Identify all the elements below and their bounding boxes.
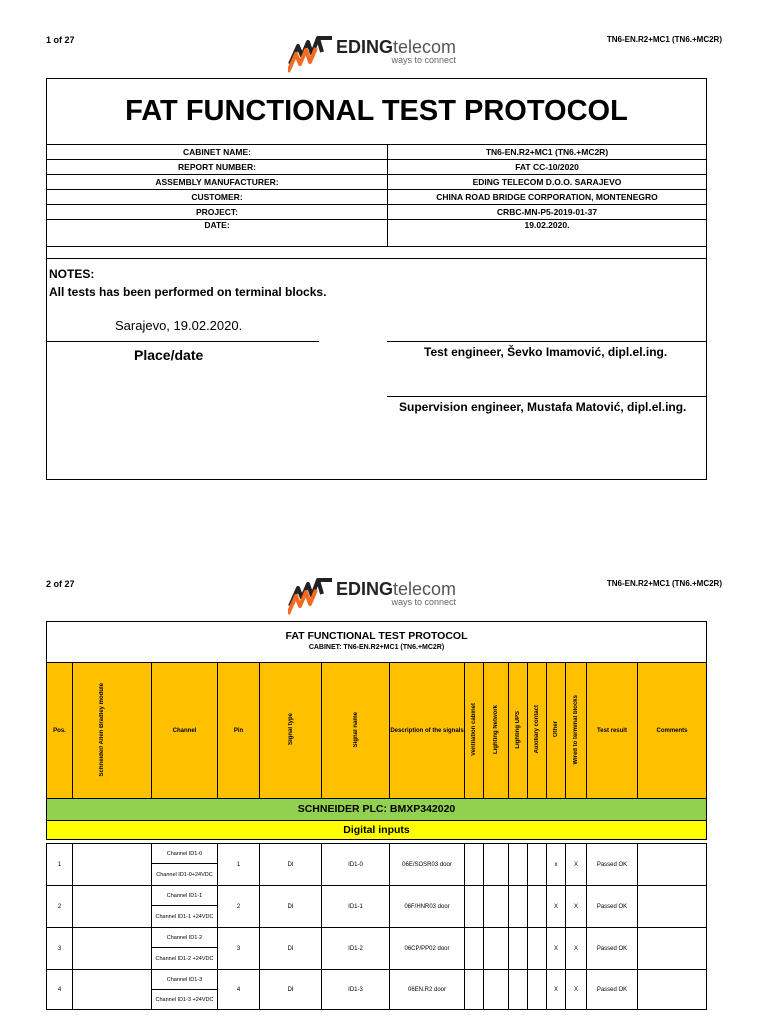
col-lighting-network: [484, 663, 509, 799]
cell-wired: X: [566, 844, 587, 886]
cell-auxiliary: [528, 886, 547, 928]
col-signal-type-label: Signal type: [287, 713, 294, 746]
table-row: [47, 886, 707, 906]
info-label: PROJECT:: [47, 205, 388, 220]
page1-title: FAT FUNCTIONAL TEST PROTOCOL: [125, 95, 628, 127]
col-module-label: Schneider/ Allen Bradley module: [99, 682, 105, 777]
cell-lighting-network: [484, 844, 509, 886]
col-channel: Channel: [152, 663, 218, 799]
page-number: 2 of 27: [46, 579, 75, 589]
column-header: [46, 662, 707, 799]
page2-table-wrap: [46, 621, 707, 1010]
col-description: Description of the signals: [390, 663, 465, 799]
info-row: [47, 175, 707, 190]
info-value: TN6-EN.R2+MC1 (TN6.+MC2R): [388, 145, 707, 160]
col-signal-name-label: Signal name: [352, 711, 359, 748]
test-engineer-line: [387, 341, 706, 342]
info-row: [47, 205, 707, 220]
cell-comments: [638, 928, 707, 970]
col-lighting-network-label: Lighting Network: [493, 705, 499, 754]
cell-auxiliary: [528, 844, 547, 886]
document-id: TN6-EN.R2+MC1 (TN6.+MC2R): [606, 35, 722, 44]
col-auxiliary: [528, 663, 547, 799]
info-table: [46, 144, 707, 247]
cell-auxiliary: [528, 970, 547, 1010]
cell-channel-sub: Channel ID1-3 +24VDC: [152, 990, 218, 1010]
col-signal-name: [322, 663, 390, 799]
cell-other: X: [547, 886, 566, 928]
cell-pos: 4: [47, 970, 73, 1010]
cell-module: [73, 844, 152, 886]
page2-title-box: [46, 621, 707, 663]
eding-logo-icon: [288, 576, 334, 616]
cell-desc: 06EN.R2 door: [390, 970, 465, 1010]
cell-other: X: [547, 928, 566, 970]
cell-lighting-network: [484, 928, 509, 970]
cell-lighting-ups: [509, 928, 528, 970]
cell-desc: 06E/SOSR03 door: [390, 844, 465, 886]
cell-lighting-network: [484, 886, 509, 928]
cell-ventilation: [465, 970, 484, 1010]
info-value: EDING TELECOM D.O.O. SARAJEVO: [388, 175, 707, 190]
info-label: REPORT NUMBER:: [47, 160, 388, 175]
logo-brand-bold: EDING: [336, 37, 394, 57]
cell-comments: [638, 886, 707, 928]
cell-type: DI: [260, 886, 322, 928]
cell-desc: 06F/HNR03 door: [390, 886, 465, 928]
cell-comments: [638, 844, 707, 886]
table-row: [47, 970, 707, 990]
page2-subtitle: CABINET: TN6-EN.R2+MC1 (TN6.+MC2R): [308, 644, 445, 651]
page1-frame: [46, 78, 707, 480]
cell-result: Passed OK: [587, 886, 638, 928]
place-date-value: Sarajevo, 19.02.2020.: [115, 318, 243, 333]
info-label: DATE:: [47, 220, 388, 247]
cell-wired: X: [566, 928, 587, 970]
info-value: FAT CC-10/2020: [388, 160, 707, 175]
cell-lighting-network: [484, 970, 509, 1010]
col-signal-type: [260, 663, 322, 799]
cell-pin: 1: [218, 844, 260, 886]
place-date-line: [47, 341, 319, 342]
col-lighting-ups: [509, 663, 528, 799]
eding-logo-icon: [288, 34, 334, 74]
page-number: 1 of 27: [46, 35, 75, 45]
cell-wired: X: [566, 886, 587, 928]
cell-ventilation: [465, 844, 484, 886]
table-row: [47, 928, 707, 948]
data-table: [46, 843, 707, 1010]
digital-section-header: Digital inputs: [46, 821, 707, 840]
cell-pin: 3: [218, 928, 260, 970]
cell-name: ID1-2: [322, 928, 390, 970]
company-logo: [288, 576, 456, 616]
cell-name: ID1-0: [322, 844, 390, 886]
cell-channel: Channel ID1-1: [152, 886, 218, 906]
cell-channel: Channel ID1-3: [152, 970, 218, 990]
col-wired-label: Wired to terminal blocks: [573, 694, 579, 765]
col-comments: Comments: [638, 663, 707, 799]
col-wired: [566, 663, 587, 799]
cell-auxiliary: [528, 928, 547, 970]
page2-title: FAT FUNCTIONAL TEST PROTOCOL: [285, 630, 468, 642]
cell-pos: 1: [47, 844, 73, 886]
cell-channel-sub: Channel ID1-0+24VDC: [152, 864, 218, 886]
logo-brand-light: telecom: [393, 579, 457, 599]
info-label: ASSEMBLY MANUFACTURER:: [47, 175, 388, 190]
cell-channel: Channel ID1-2: [152, 928, 218, 948]
supervision-engineer-line: [387, 396, 706, 397]
notes-text: All tests has been performed on terminal blocks.: [49, 285, 327, 299]
plc-section-header: SCHNEIDER PLC: BMXP342020: [46, 799, 707, 821]
info-value: CRBC-MN-P5-2019-01-37: [388, 205, 707, 220]
col-lighting-ups-label: Lighting UPS: [515, 710, 521, 749]
col-ventilation: [465, 663, 484, 799]
cell-type: DI: [260, 928, 322, 970]
cell-pos: 2: [47, 886, 73, 928]
place-date-label: Place/date: [134, 347, 204, 363]
cell-other: x: [547, 844, 566, 886]
cell-wired: X: [566, 970, 587, 1010]
cell-pin: 2: [218, 886, 260, 928]
col-pos: Pos.: [47, 663, 73, 799]
cell-name: ID1-1: [322, 886, 390, 928]
cell-pos: 3: [47, 928, 73, 970]
col-module: [73, 663, 152, 799]
info-value: 19.02.2020.: [388, 220, 707, 247]
cell-result: Passed OK: [587, 970, 638, 1010]
logo-brand-light: telecom: [393, 37, 457, 57]
notes-divider: [47, 258, 706, 259]
col-other-label: Other: [553, 721, 559, 738]
col-auxiliary-label: Auxiliary contact: [534, 705, 540, 754]
info-label: CABINET NAME:: [47, 145, 388, 160]
cell-desc: 06CP/PP02 door: [390, 928, 465, 970]
test-engineer: Test engineer, Ševko Imamović, dipl.el.ing.: [424, 345, 668, 359]
supervision-engineer: Supervision engineer, Mustafa Matović, dipl.el.ing.: [399, 400, 687, 414]
cell-channel-sub: Channel ID1-1 +24VDC: [152, 906, 218, 928]
cell-comments: [638, 970, 707, 1010]
info-row: [47, 220, 707, 247]
cell-lighting-ups: [509, 970, 528, 1010]
cell-type: DI: [260, 844, 322, 886]
col-pin: Pin: [218, 663, 260, 799]
cell-lighting-ups: [509, 886, 528, 928]
col-ventilation-label: Ventilation cabinet: [471, 702, 477, 756]
info-row: [47, 145, 707, 160]
cell-result: Passed OK: [587, 928, 638, 970]
col-other: [547, 663, 566, 799]
cell-pin: 4: [218, 970, 260, 1010]
cell-other: X: [547, 970, 566, 1010]
info-label: CUSTOMER:: [47, 190, 388, 205]
cell-channel-sub: Channel ID1-2 +24VDC: [152, 948, 218, 970]
cell-type: DI: [260, 970, 322, 1010]
cell-ventilation: [465, 886, 484, 928]
cell-result: Passed OK: [587, 844, 638, 886]
logo-brand-bold: EDING: [336, 579, 394, 599]
cell-module: [73, 886, 152, 928]
info-row: [47, 160, 707, 175]
logo-tagline: ways to connect: [391, 597, 457, 607]
table-row: [47, 844, 707, 864]
info-row: [47, 190, 707, 205]
info-value: CHINA ROAD BRIDGE CORPORATION, MONTENEGRO: [388, 190, 707, 205]
col-result: Test result: [587, 663, 638, 799]
company-logo: [288, 34, 456, 74]
cell-lighting-ups: [509, 844, 528, 886]
cell-name: ID1-3: [322, 970, 390, 1010]
logo-tagline: ways to connect: [391, 55, 457, 65]
cell-module: [73, 928, 152, 970]
cell-module: [73, 970, 152, 1010]
notes-label: NOTES:: [49, 267, 95, 281]
cell-ventilation: [465, 928, 484, 970]
cell-channel: Channel ID1-0: [152, 844, 218, 864]
document-id: TN6-EN.R2+MC1 (TN6.+MC2R): [606, 579, 722, 588]
